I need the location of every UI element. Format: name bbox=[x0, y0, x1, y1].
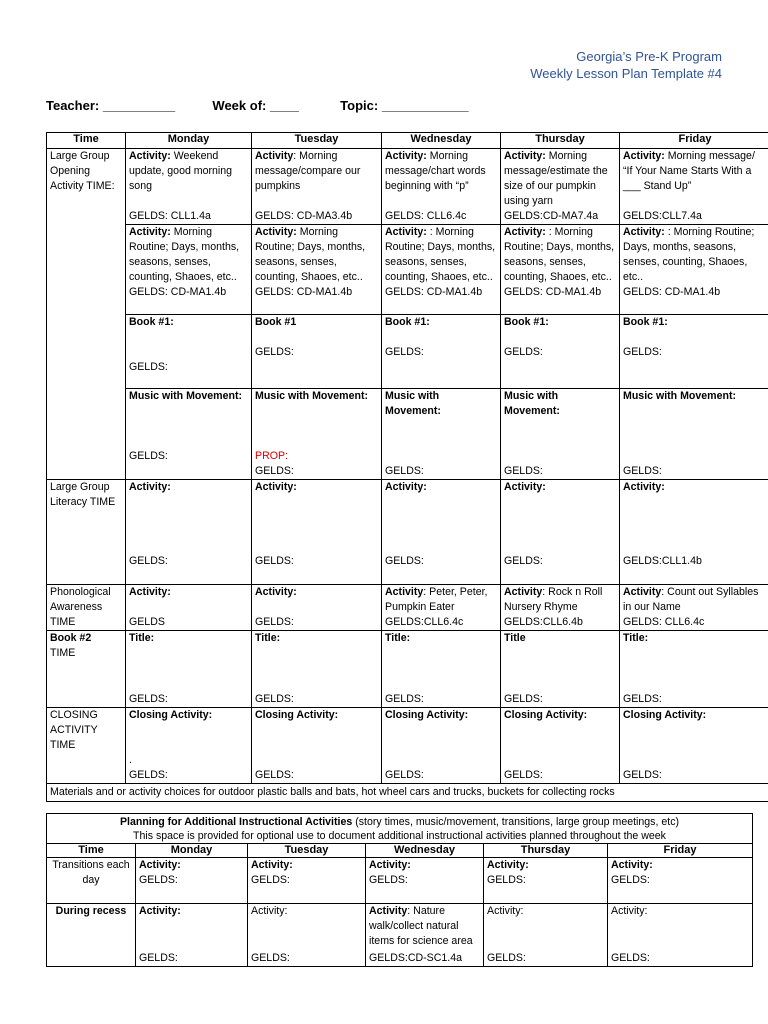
topic-label: Topic: bbox=[340, 98, 379, 113]
recess-thu[interactable]: Activity: GELDS: bbox=[484, 904, 608, 967]
closing-wed[interactable]: Closing Activity: GELDS: bbox=[382, 708, 501, 784]
extra-title-cell bbox=[47, 814, 753, 844]
book1-wed[interactable]: Book #1: GELDS: bbox=[382, 315, 501, 389]
opening-time-cell: Large Group Opening Activity TIME: bbox=[47, 149, 126, 480]
extra-subtitle: This space is provided for optional use to document additional instructional activities planned throughout the week bbox=[133, 830, 666, 842]
prop-label: PROP: bbox=[255, 450, 288, 462]
extra-title-rest: (story times, music/movement, transitions, large group meetings, etc) bbox=[352, 816, 680, 828]
phonological-fri[interactable]: Activity: Count out Syllables in our Name GELDS: CLL6.4c bbox=[620, 585, 768, 631]
book1-fri[interactable]: Book #1: GELDS: bbox=[620, 315, 768, 389]
recess-wed[interactable]: Activity: Nature walk/collect natural items for science area GELDS:CD-SC1.4a bbox=[366, 904, 484, 967]
recess-tue[interactable]: Activity: GELDS: bbox=[248, 904, 366, 967]
closing-row bbox=[47, 708, 768, 784]
book1-tue[interactable]: Book #1 GELDS: bbox=[252, 315, 382, 389]
extra-col-friday: Friday bbox=[608, 844, 753, 858]
opening-activity1-row bbox=[47, 149, 768, 225]
opening-activity1-wed[interactable]: Activity: Morning message/chart words beginning with “p” GELDS: CLL6.4c bbox=[382, 149, 501, 225]
teacher-value[interactable]: __________ bbox=[102, 98, 176, 113]
book2-thu[interactable]: Title GELDS: bbox=[501, 631, 620, 708]
transitions-fri[interactable]: Activity: GELDS: bbox=[608, 858, 753, 904]
opening-activity1-thu[interactable]: Activity: Morning message/estimate the size of our pumpkin using yarn GELDS:CD-MA7.4a bbox=[501, 149, 620, 225]
book1-thu[interactable]: Book #1: GELDS: bbox=[501, 315, 620, 389]
col-friday: Friday bbox=[620, 133, 768, 149]
extra-col-thursday: Thursday bbox=[484, 844, 608, 858]
recess-fri[interactable]: Activity: GELDS: bbox=[608, 904, 753, 967]
opening-activity2-mon[interactable]: Activity: Morning Routine; Days, months, seasons, senses, counting, Shaoes, etc.. GELDS: CD-MA1.4b bbox=[126, 225, 252, 315]
materials-cell[interactable]: Materials and or activity choices for outdoor plastic balls and bats, hot wheel cars and trucks, buckets for collecting rocks bbox=[47, 784, 768, 802]
closing-time-cell: CLOSING ACTIVITY TIME bbox=[47, 708, 126, 784]
teacher-label: Teacher: bbox=[46, 98, 100, 113]
phonological-wed[interactable]: Activity: Peter, Peter, Pumpkin Eater GELDS:CLL6.4c bbox=[382, 585, 501, 631]
opening-activity1-fri[interactable]: Activity: Morning message/ “If Your Name Starts With a ___ Stand Up” GELDS:CLL7.4a bbox=[620, 149, 768, 225]
transitions-tue[interactable]: Activity: GELDS: bbox=[248, 858, 366, 904]
closing-mon[interactable]: Closing Activity: . GELDS: bbox=[126, 708, 252, 784]
col-thursday: Thursday bbox=[501, 133, 620, 149]
music-tue[interactable]: Music with Movement: PROP: GELDS: bbox=[252, 389, 382, 480]
book1-mon[interactable]: Book #1: GELDS: bbox=[126, 315, 252, 389]
opening-activity2-tue[interactable]: Activity: Morning Routine; Days, months, seasons, senses, counting, Shaoes, etc.. GELDS: CD-MA1.4b bbox=[252, 225, 382, 315]
topic-value[interactable]: ____________ bbox=[381, 98, 469, 113]
materials-row bbox=[47, 784, 768, 802]
book2-row bbox=[47, 631, 768, 708]
week-value[interactable]: ____ bbox=[269, 98, 299, 113]
book1-row bbox=[47, 315, 768, 389]
transitions-time-cell: Transitions each day bbox=[47, 858, 136, 904]
document-header bbox=[530, 48, 722, 82]
literacy-time-cell: Large Group Literacy TIME bbox=[47, 480, 126, 585]
col-tuesday: Tuesday bbox=[252, 133, 382, 149]
col-time: Time bbox=[47, 133, 126, 149]
book2-mon[interactable]: Title: GELDS: bbox=[126, 631, 252, 708]
closing-thu[interactable]: Closing Activity: GELDS: bbox=[501, 708, 620, 784]
music-thu[interactable]: Music with Movement: GELDS: bbox=[501, 389, 620, 480]
template-title: Weekly Lesson Plan Template #4 bbox=[530, 66, 722, 81]
opening-activity2-wed[interactable]: Activity: : Morning Routine; Days, months, seasons, senses, counting, Shaoes, etc.. GELDS: CD-MA1.4b bbox=[382, 225, 501, 315]
extra-title-row bbox=[47, 814, 753, 844]
phonological-thu[interactable]: Activity: Rock n Roll Nursery Rhyme GELDS:CLL6.4b bbox=[501, 585, 620, 631]
transitions-mon[interactable]: Activity: GELDS: bbox=[136, 858, 248, 904]
program-title: Georgia’s Pre-K Program bbox=[576, 49, 722, 64]
book2-wed[interactable]: Title: GELDS: bbox=[382, 631, 501, 708]
extra-col-monday: Monday bbox=[136, 844, 248, 858]
week-label: Week of: bbox=[212, 98, 267, 113]
closing-tue[interactable]: Closing Activity: GELDS: bbox=[252, 708, 382, 784]
extra-title-bold: Planning for Additional Instructional Activities bbox=[119, 816, 353, 828]
extra-col-time: Time bbox=[47, 844, 136, 858]
transitions-row bbox=[47, 858, 753, 904]
recess-mon[interactable]: Activity: GELDS: bbox=[136, 904, 248, 967]
book2-tue[interactable]: Title: GELDS: bbox=[252, 631, 382, 708]
col-monday: Monday bbox=[126, 133, 252, 149]
phonological-tue[interactable]: Activity: GELDS: bbox=[252, 585, 382, 631]
extra-col-wednesday: Wednesday bbox=[366, 844, 484, 858]
book2-time-cell: Book #2 TIME bbox=[47, 631, 126, 708]
phonological-row bbox=[47, 585, 768, 631]
phonological-mon[interactable]: Activity: GELDS bbox=[126, 585, 252, 631]
extra-col-tuesday: Tuesday bbox=[248, 844, 366, 858]
info-line bbox=[46, 98, 469, 113]
music-fri[interactable]: Music with Movement: GELDS: bbox=[620, 389, 768, 480]
music-mon[interactable]: Music with Movement: GELDS: bbox=[126, 389, 252, 480]
closing-fri[interactable]: Closing Activity: GELDS: bbox=[620, 708, 768, 784]
music-wed[interactable]: Music with Movement: GELDS: bbox=[382, 389, 501, 480]
transitions-wed[interactable]: Activity: GELDS: bbox=[366, 858, 484, 904]
music-row bbox=[47, 389, 768, 480]
literacy-mon[interactable]: Activity: GELDS: bbox=[126, 480, 252, 585]
literacy-thu[interactable]: Activity: GELDS: bbox=[501, 480, 620, 585]
transitions-thu[interactable]: Activity: GELDS: bbox=[484, 858, 608, 904]
lesson-plan-table bbox=[46, 132, 768, 802]
opening-activity2-fri[interactable]: Activity: : Morning Routine; Days, months, seasons, senses, counting, Shaoes, etc.. GELDS: CD-MA1.4b bbox=[620, 225, 768, 315]
extra-header-row bbox=[47, 844, 753, 858]
recess-time-cell: During recess bbox=[47, 904, 136, 967]
opening-activity2-row bbox=[47, 225, 768, 315]
literacy-row bbox=[47, 480, 768, 585]
opening-activity1-tue[interactable]: Activity: Morning message/compare our pumpkins GELDS: CD-MA3.4b bbox=[252, 149, 382, 225]
recess-row bbox=[47, 904, 753, 967]
book2-fri[interactable]: Title: GELDS: bbox=[620, 631, 768, 708]
col-wednesday: Wednesday bbox=[382, 133, 501, 149]
literacy-tue[interactable]: Activity: GELDS: bbox=[252, 480, 382, 585]
opening-activity2-thu[interactable]: Activity: : Morning Routine; Days, months, seasons, senses, counting, Shaoes, etc.. GELDS: CD-MA1.4b bbox=[501, 225, 620, 315]
literacy-wed[interactable]: Activity: GELDS: bbox=[382, 480, 501, 585]
additional-activities-table bbox=[46, 813, 753, 967]
literacy-fri[interactable]: Activity: GELDS:CLL1.4b bbox=[620, 480, 768, 585]
opening-activity1-mon[interactable]: Activity: Weekend update, good morning song GELDS: CLL1.4a bbox=[126, 149, 252, 225]
header-row bbox=[47, 133, 768, 149]
phonological-time-cell: Phonological Awareness TIME bbox=[47, 585, 126, 631]
